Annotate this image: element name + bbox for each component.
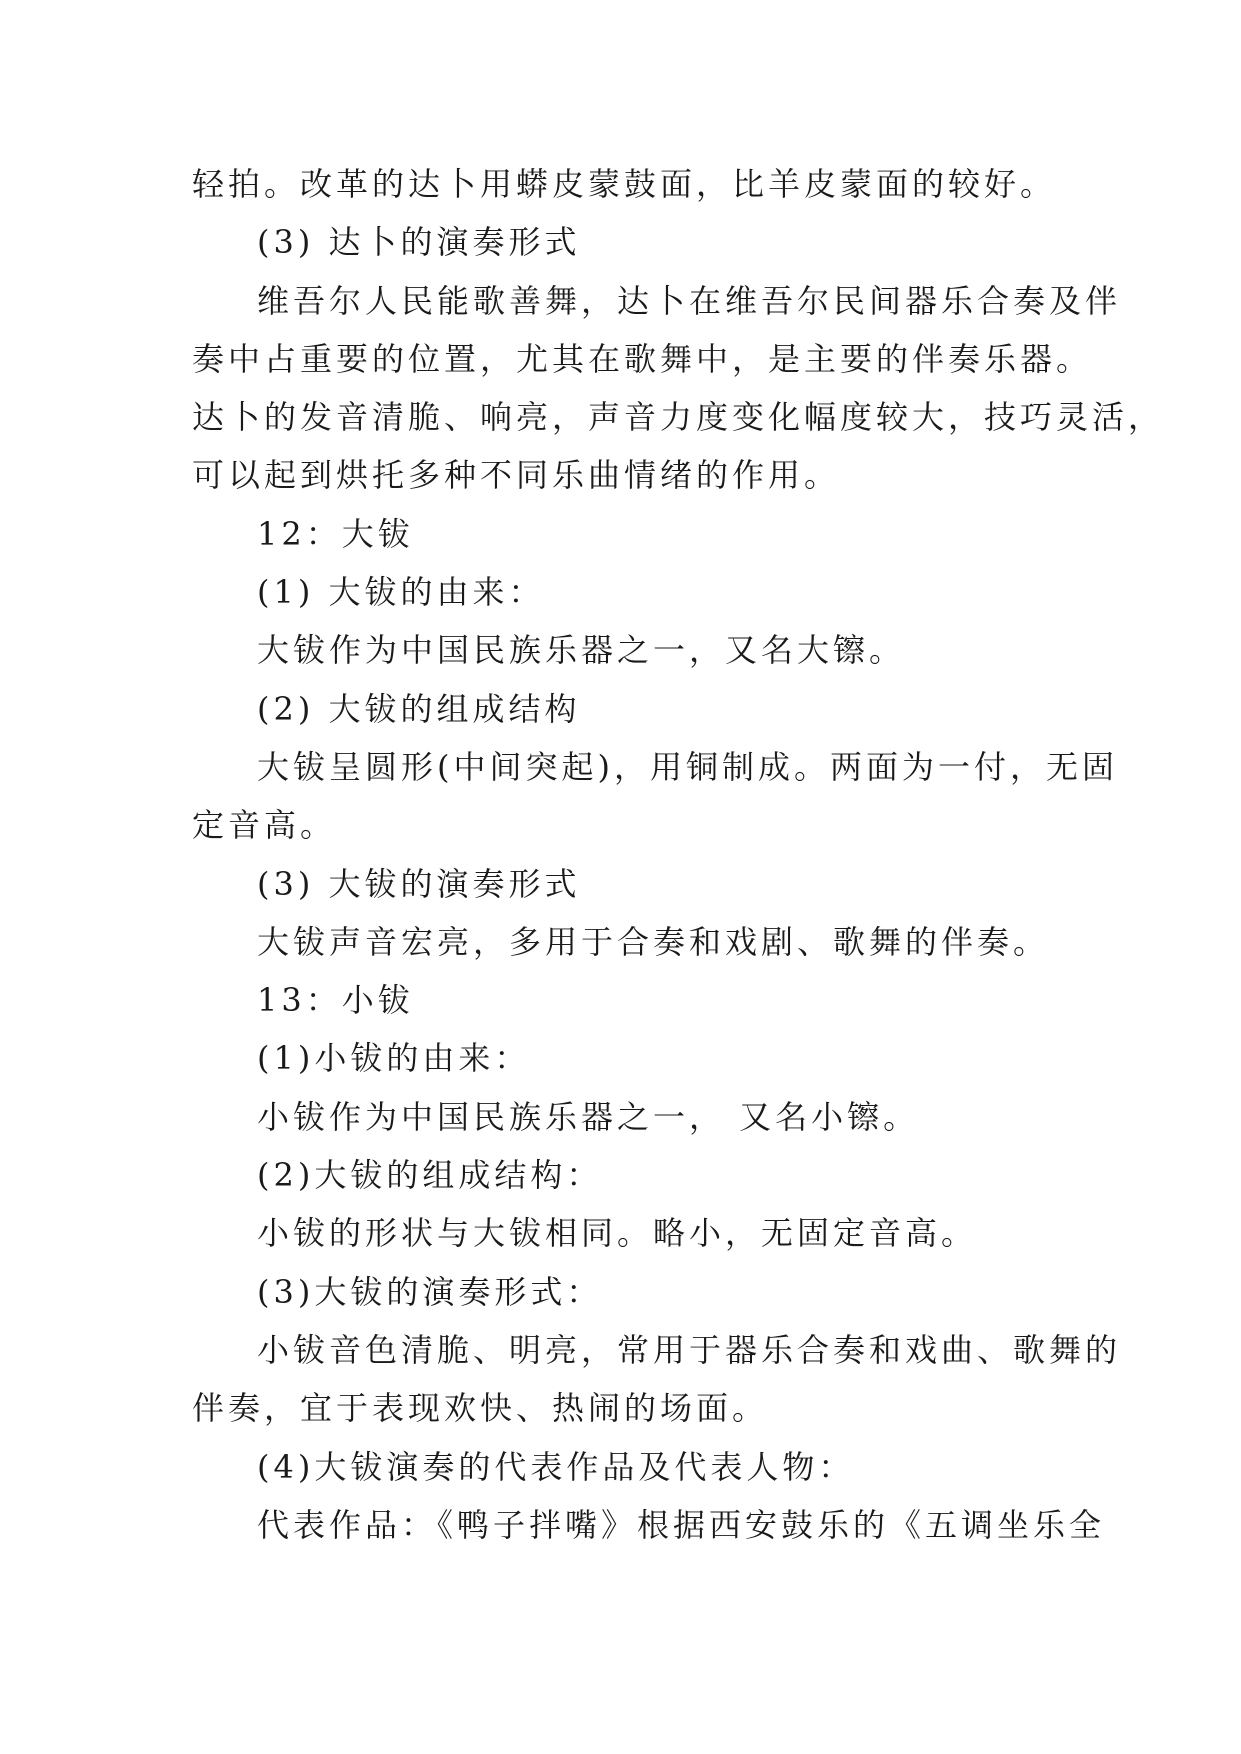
text-line: 奏中占重要的位置，尤其在歌舞中，是主要的伴奏乐器。 (192, 339, 1093, 378)
section-heading: 13：小钹 (257, 981, 414, 1020)
text-line: 代表作品：《鸭子拌嘴》根据西安鼓乐的《五调坐乐全 (257, 1505, 1106, 1544)
text-line: 维吾尔人民能歌善舞，达卜在维吾尔民间器乐合奏及伴 (257, 281, 1122, 320)
text-line: (1) 大钹的由来： (257, 573, 545, 612)
text-line: 大钹作为中国民族乐器之一，又名大镲。 (257, 631, 906, 670)
text-line: (1)小钹的由来： (257, 1039, 531, 1078)
text-line: (3)大钹的演奏形式： (257, 1272, 603, 1311)
text-line: 轻拍。改革的达卜用蟒皮蒙鼓面，比羊皮蒙面的较好。 (192, 165, 1057, 203)
section-heading: 12：大钹 (257, 514, 414, 553)
text-line: 定音高。 (192, 806, 337, 845)
text-line: (2)大钹的组成结构： (257, 1156, 603, 1195)
text-line: 可以起到烘托多种不同乐曲情绪的作用。 (192, 456, 841, 495)
text-line: 小钹的形状与大钹相同。略小，无固定音高。 (257, 1214, 978, 1253)
document-page (192, 155, 1165, 1554)
text-line: (3) 大钹的演奏形式 (257, 864, 581, 903)
text-line: 达卜的发音清脆、响亮，声音力度变化幅度较大，技巧灵活， (192, 398, 1165, 437)
text-line: (4)大钹演奏的代表作品及代表人物： (257, 1447, 855, 1486)
text-line: 大钹声音宏亮，多用于合奏和戏剧、歌舞的伴奏。 (257, 922, 1050, 961)
text-line: 伴奏，宜于表现欢快、热闹的场面。 (192, 1389, 769, 1428)
text-line: 大钹呈圆形(中间突起)，用铜制成。两面为一付，无固 (257, 747, 1118, 786)
text-line: 小钹作为中国民族乐器之一， 又名小镲。 (257, 1097, 920, 1136)
text-line: (3) 达卜的演奏形式 (257, 223, 581, 262)
text-line: 小钹音色清脆、明亮，常用于器乐合奏和戏曲、歌舞的 (257, 1330, 1122, 1369)
text-line: (2) 大钹的组成结构 (257, 689, 581, 728)
